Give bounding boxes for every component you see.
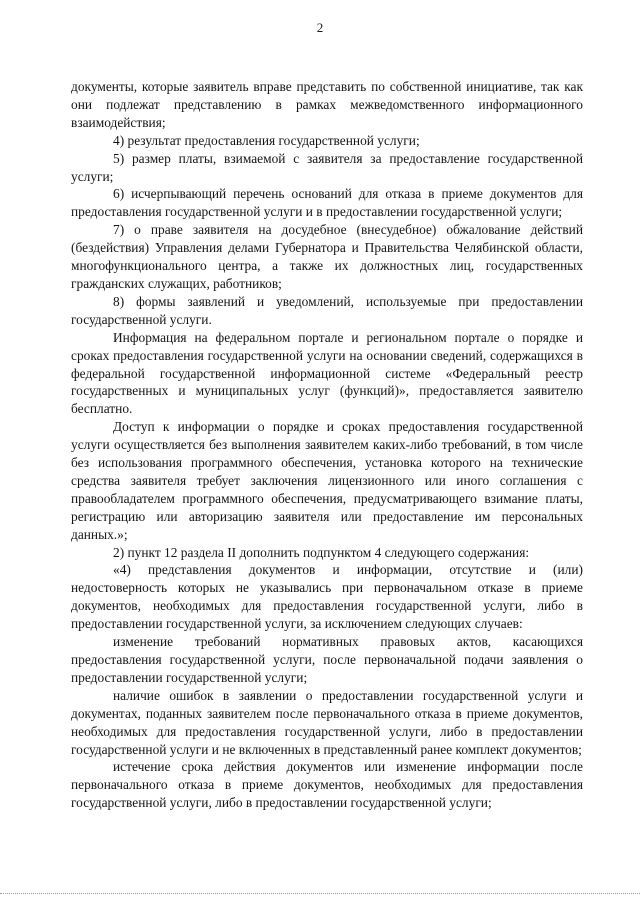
paragraph-item-7-appeal-right: 7) о праве заявителя на досудебное (внесудебное) обжалование действий (бездействия) Управления делами Губернатора и Правительства Челябинской области, многофункционального центра, а также их должностных лиц, государственных гражданских служащих, работников; [71, 222, 583, 291]
page-number: 2 [316, 20, 324, 35]
paragraph-portal-information: Информация на федеральном портале и региональном портале о порядке и сроках предоставления государственной услуги на основании сведений, содержащихся в федеральной государственной информационной системе «Федеральный реестр государственных и муниципальных услуг (функций)», предоставляется заявителю бесплатно. [71, 329, 583, 417]
paragraph-item-4-result: 4) результат предоставления государственной услуги; [113, 132, 420, 148]
paragraph-item-6-refusal-grounds: 6) исчерпывающий перечень оснований для отказа в приеме документов для предоставления государственной услуги и в предоставлении государственной услуги; [71, 186, 583, 220]
page-bottom-edge [0, 893, 640, 895]
paragraph-subitem-4: «4) представления документов и информации, отсутствие и (или) недостоверность которых не указывались при первоначальном отказе в приеме документов, необходимых для предоставления государственной услуги, либо в предоставлении государственной услуги, за исключением следующих случаев: [71, 562, 583, 632]
paragraph-exception-errors: наличие ошибок в заявлении о предоставлении государственной услуги и документах, поданных заявителем после первоначального отказа в приеме документов, необходимых для предоставления государственной услуги, либо в предоставлении государственной услуги и не включенных в представленный ранее комплект документов; [71, 687, 583, 757]
paragraph-amendment-item-2: 2) пункт 12 раздела II дополнить подпунктом 4 следующего содержания: [113, 544, 530, 560]
paragraph-exception-regulation-change: изменение требований нормативных правовых актов, касающихся предоставления государственной услуги, после первоначальной подачи заявления о предоставлении государственной услуги; [71, 634, 583, 685]
paragraph-item-5-fee: 5) размер платы, взимаемой с заявителя за предоставление государственной услуги; [71, 150, 583, 184]
paragraph-exception-expiry: истечение срока действия документов или изменение информации после первоначального отказа в приеме документов, необходимых для предоставления государственной услуги, либо в предоставлении государственной услуги; [71, 759, 583, 811]
paragraph-item-8-forms: 8) формы заявлений и уведомлений, используемые при предоставлении государственной услуги. [71, 293, 583, 327]
paragraph-access-to-information: Доступ к информации о порядке и сроках предоставления государственной услуги осуществляется без выполнения заявителем каких-либо требований, в том числе без использования программного обеспечения, установка которого на технические средства заявителя требует заключения лицензионного или иного соглашения с правообладателем программного обеспечения, предусматривающего взимание платы, регистрацию или авторизацию заявителя или предоставление им персональных данных.»; [71, 419, 583, 542]
document-body [71, 78, 583, 812]
paragraph-documents-own-initiative: документы, которые заявитель вправе представить по собственной инициативе, так как они подлежат представлению в рамках межведомственного информационного взаимодействия; [71, 79, 583, 130]
